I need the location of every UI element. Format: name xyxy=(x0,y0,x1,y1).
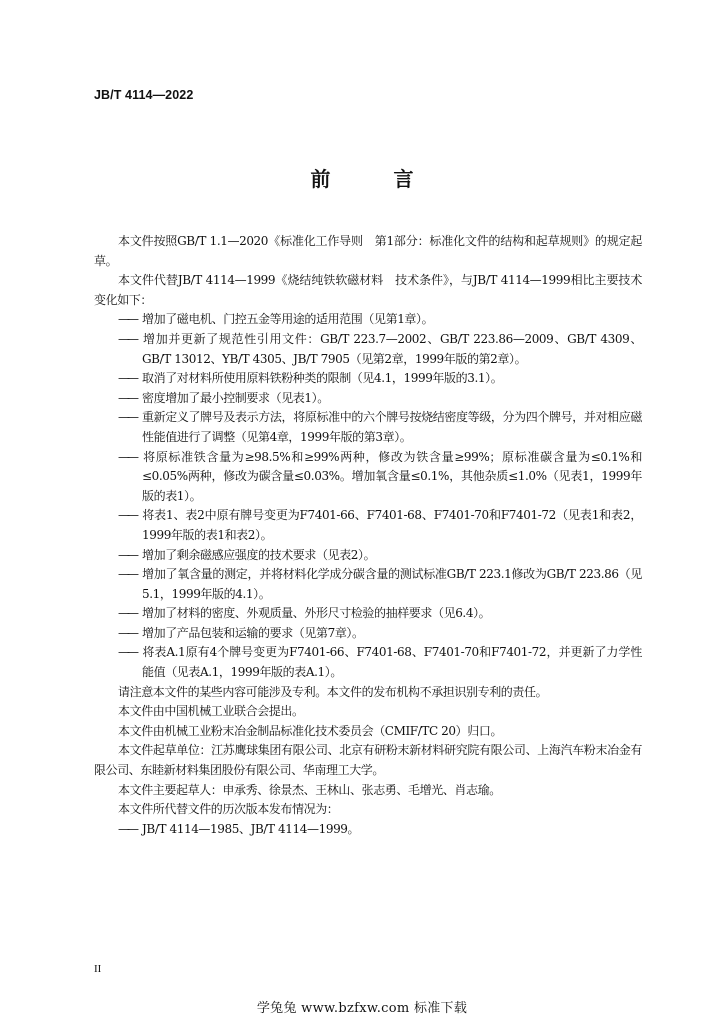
list-item xyxy=(94,604,642,624)
list-item-text: 将表A.1原有4个牌号变更为F7401-66、F7401-68、F7401-70和F7401-72，并更新了力学性能值（见表A.1，1999年版的表A.1）。 xyxy=(142,645,642,680)
dash-mark: —— xyxy=(118,410,136,425)
list-item-text: 增加了氧含量的测定，并将材料化学成分碳含量的测试标准GB/T 223.1修改为GB/T 223.86（见5.1，1999年版的4.1）。 xyxy=(142,567,642,601)
list-item xyxy=(94,369,642,389)
committee-statement: 本文件由机械工业粉末冶金制品标准化技术委员会（CMIF/TC 20）归口。 xyxy=(118,723,503,738)
history-item-text: JB/T 4114—1985、JB/T 4114—1999。 xyxy=(142,821,360,836)
list-item-text: 取消了对材料所使用原料铁粉种类的限制（见4.1，1999年版的3.1）。 xyxy=(142,371,503,386)
drafters: 本文件主要起草人：申承秀、徐景杰、王林山、张志勇、毛增光、肖志瑜。 xyxy=(118,782,501,797)
list-item-text: 重新定义了牌号及表示方法，将原标准中的六个牌号按烧结密度等级，分为四个牌号，并对相应磁性能值进行了调整（见第4章，1999年版的第3章）。 xyxy=(142,410,642,444)
watermark: 学兔兔 www.bzfxw.com 标准下载 xyxy=(256,1001,468,1016)
dash-mark: —— xyxy=(118,606,136,621)
list-item xyxy=(94,310,642,330)
list-item-text: 增加了产品包装和运输的要求（见第7章）。 xyxy=(142,625,364,640)
drafting-units: 本文件起草单位：江苏鹰球集团有限公司、北京有研粉末新材料研究院有限公司、上海汽车粉末冶金有限公司、东睦新材料集团股份有限公司、华南理工大学。 xyxy=(94,743,642,778)
list-item xyxy=(94,408,642,447)
changes-list xyxy=(94,310,642,682)
page-number: II xyxy=(94,963,102,975)
list-item xyxy=(94,546,642,566)
dash-mark: —— xyxy=(118,371,136,386)
document-body xyxy=(94,232,642,839)
dash-mark: —— xyxy=(118,312,136,327)
list-item xyxy=(94,389,642,409)
intro-paragraph: 本文件按照GB/T 1.1—2020《标准化工作导则 第1部分：标准化文件的结构和起草规则》的规定起草。 xyxy=(94,234,642,268)
history-item xyxy=(94,820,642,840)
list-item-text: 密度增加了最小控制要求（见表1）。 xyxy=(142,390,329,405)
list-item-text: 增加了材料的密度、外观质量、外形尺寸检验的抽样要求（见6.4）。 xyxy=(142,606,491,621)
dash-mark: —— xyxy=(118,508,136,523)
dash-mark: —— xyxy=(118,390,136,405)
list-item-text: 增加了剩余磁感应强度的技术要求（见表2）。 xyxy=(142,547,376,562)
dash-mark: —— xyxy=(118,625,136,640)
proposer-statement: 本文件由中国机械工业联合会提出。 xyxy=(118,704,304,719)
dash-mark: —— xyxy=(118,567,136,582)
list-item xyxy=(94,643,642,682)
intro-paragraph: 本文件代替JB/T 4114—1999《烧结纯铁软磁材料 技术条件》，与JB/T 4114—1999相比主要技术变化如下： xyxy=(94,273,642,307)
list-item-text: 增加并更新了规范性引用文件：GB/T 223.7—2002、GB/T 223.86—2009、GB/T 4309、GB/T 13012、YB/T 4305、JB/T 7905（见第2章，1999年版的第2章）。 xyxy=(142,331,642,366)
list-item-text: 将表1、表2中原有牌号变更为F7401-66、F7401-68、F7401-70和F7401-72（见表1和表2，1999年版的表1和表2）。 xyxy=(142,508,642,542)
list-item-text: 增加了磁电机、门控五金等用途的适用范围（见第1章）。 xyxy=(142,312,434,327)
history-heading: 本文件所代替文件的历次版本发布情况为： xyxy=(118,802,339,817)
list-item xyxy=(94,448,642,507)
list-item xyxy=(94,565,642,604)
dash-mark: —— xyxy=(118,645,136,660)
list-item xyxy=(94,624,642,644)
list-item xyxy=(94,330,642,369)
list-item xyxy=(94,506,642,545)
page-title: 前 言 xyxy=(310,167,442,191)
standard-number: JB/T 4114—2022 xyxy=(94,88,194,102)
patent-notice: 请注意本文件的某些内容可能涉及专利。本文件的发布机构不承担识别专利的责任。 xyxy=(118,684,548,699)
dash-mark: —— xyxy=(118,547,136,562)
dash-mark: —— xyxy=(118,331,136,346)
dash-mark: —— xyxy=(118,449,136,464)
dash-mark: —— xyxy=(118,821,136,836)
list-item-text: 将原标准铁含量为≥98.5%和≥99%两种，修改为铁含量≥99%；原标准碳含量为≤0.1%和≤0.05%两种，修改为碳含量≤0.03%。增加氧含量≤0.1%，其他杂质≤1.0%（见表1，1999年版的表1）。 xyxy=(142,449,642,503)
